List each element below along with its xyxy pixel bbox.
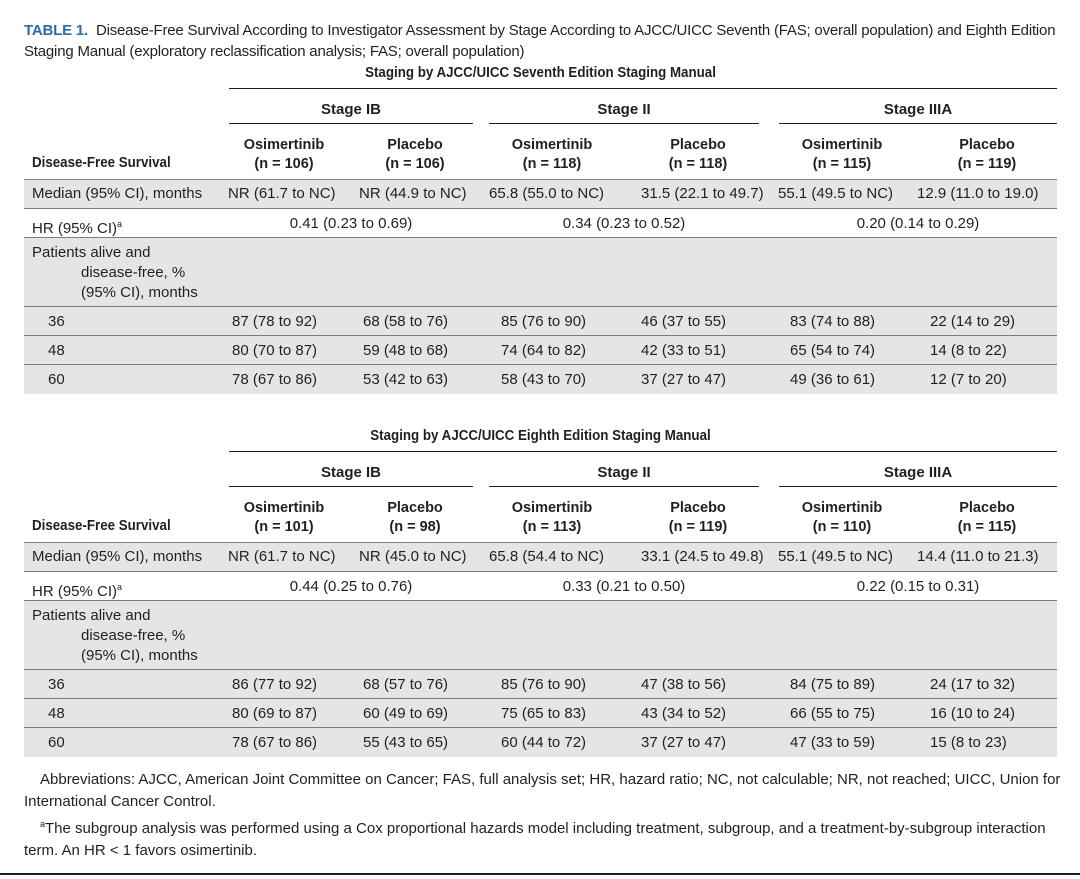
table-number: TABLE 1. xyxy=(24,22,88,39)
hr-value: 0.44 (0.25 to 0.76) xyxy=(289,578,413,595)
table-cell: 59 (48 to 68) xyxy=(363,342,449,359)
table-cell: 66 (55 to 75) xyxy=(790,705,876,722)
hr-value: 0.41 (0.23 to 0.69) xyxy=(289,215,413,232)
dfs-row-header: Disease-Free Survival xyxy=(32,155,171,171)
table-cell: 84 (75 to 89) xyxy=(790,676,876,693)
table-cell: 37 (27 to 47) xyxy=(641,371,727,388)
arm-header: Placebo (n = 106) xyxy=(385,137,445,172)
stage-iiia-header: Stage IIIA xyxy=(883,101,953,118)
stage-rule xyxy=(229,123,473,124)
stage-ii-header: Stage II xyxy=(597,101,651,118)
row-label: Patients alive and xyxy=(32,607,151,624)
table-cell: 86 (77 to 92) xyxy=(232,676,318,693)
median-value: 65.8 (55.0 to NC) xyxy=(489,185,605,202)
median-value: NR (44.9 to NC) xyxy=(359,185,467,202)
row-label: (95% CI), months xyxy=(81,647,198,664)
table-cell: 55 (43 to 65) xyxy=(363,734,449,751)
alive-label-row xyxy=(24,600,1057,670)
table-footnotes xyxy=(24,769,1064,862)
median-row xyxy=(24,542,1057,572)
timepoint-label: 36 xyxy=(48,676,65,693)
table-cell: 85 (76 to 90) xyxy=(501,313,587,330)
table-cell: 78 (67 to 86) xyxy=(232,371,318,388)
hr-row xyxy=(24,571,1057,601)
edition-rule xyxy=(229,88,1057,89)
table-cell: 37 (27 to 47) xyxy=(641,734,727,751)
edition-rule xyxy=(229,451,1057,452)
stage-ib-header: Stage IB xyxy=(320,464,381,481)
median-value: 33.1 (24.5 to 49.8) xyxy=(641,548,764,565)
median-value: 14.4 (11.0 to 21.3) xyxy=(917,548,1039,565)
arm-header: Placebo (n = 115) xyxy=(957,500,1017,535)
table-cell: 47 (38 to 56) xyxy=(641,676,727,693)
timepoint-label: 48 xyxy=(48,342,65,359)
timepoint-label: 60 xyxy=(48,734,65,751)
arm-header: Placebo (n = 98) xyxy=(387,500,443,535)
row-label: HR (95% CI)$^a$ xyxy=(32,219,123,237)
arm-header: Placebo (n = 119) xyxy=(668,500,728,535)
table-cell: 49 (36 to 61) xyxy=(790,371,876,388)
table-cell: 42 (33 to 51) xyxy=(641,342,727,359)
timepoint-row xyxy=(24,698,1057,728)
table-cell: 60 (44 to 72) xyxy=(501,734,587,751)
table-cell: 75 (65 to 83) xyxy=(501,705,587,722)
arm-header: Osimertinib (n = 118) xyxy=(511,137,593,172)
table-cell: 68 (57 to 76) xyxy=(363,676,449,693)
median-row xyxy=(24,179,1057,209)
arm-header: Osimertinib (n = 115) xyxy=(801,137,883,172)
timepoint-label: 36 xyxy=(48,313,65,330)
table-cell: 47 (33 to 59) xyxy=(790,734,876,751)
edition-header: Staging by AJCC/UICC Eighth Edition Staging Manual xyxy=(370,428,711,444)
table-cell: 15 (8 to 23) xyxy=(930,734,1007,751)
stage-rule xyxy=(779,123,1057,124)
table-cell: 65 (54 to 74) xyxy=(790,342,876,359)
median-value: NR (61.7 to NC) xyxy=(228,185,336,202)
row-label: Median (95% CI), months xyxy=(32,185,203,202)
table-cell: 53 (42 to 63) xyxy=(363,371,449,388)
timepoint-row xyxy=(24,335,1057,365)
arm-header: Osimertinib (n = 101) xyxy=(243,500,325,535)
arm-header: Placebo (n = 119) xyxy=(957,137,1017,172)
row-label: Patients alive and xyxy=(32,244,151,261)
dfs-row-header: Disease-Free Survival xyxy=(32,518,171,534)
median-value: 31.5 (22.1 to 49.7) xyxy=(641,185,764,202)
arm-header: Placebo (n = 118) xyxy=(668,137,728,172)
table-cell: 58 (43 to 70) xyxy=(501,371,587,388)
hr-value: 0.22 (0.15 to 0.31) xyxy=(856,578,980,595)
table-cell: 68 (58 to 76) xyxy=(363,313,449,330)
row-label: disease-free, % xyxy=(81,627,186,644)
row-label: (95% CI), months xyxy=(81,284,198,301)
row-label: HR (95% CI)$^a$ xyxy=(32,582,123,600)
stage-ii-header: Stage II xyxy=(597,464,651,481)
arm-header: Osimertinib (n = 113) xyxy=(511,500,593,535)
table-cell: 24 (17 to 32) xyxy=(930,676,1016,693)
timepoint-label: 48 xyxy=(48,705,65,722)
timepoint-label: 60 xyxy=(48,371,65,388)
stage-iiia-header: Stage IIIA xyxy=(883,464,953,481)
table-cell: 16 (10 to 24) xyxy=(930,705,1016,722)
median-value: NR (45.0 to NC) xyxy=(359,548,467,565)
table-cell: 43 (34 to 52) xyxy=(641,705,727,722)
median-value: 55.1 (49.5 to NC) xyxy=(778,185,894,202)
hr-value: 0.33 (0.21 to 0.50) xyxy=(562,578,686,595)
table-cell: 14 (8 to 22) xyxy=(930,342,1007,359)
footnote-a: $^a$The subgroup analysis was performed using a Cox proportional hazards model including treatment, subgroup, and a treatment-by-subgroup interaction term. An HR < 1 favors osimertinib. xyxy=(24,819,1046,859)
table-caption xyxy=(24,20,1064,62)
timepoint-row xyxy=(24,727,1057,757)
stage-rule xyxy=(489,123,759,124)
median-value: 12.9 (11.0 to 19.0) xyxy=(917,185,1039,202)
table-cell: 80 (69 to 87) xyxy=(232,705,318,722)
table-cell: 46 (37 to 55) xyxy=(641,313,727,330)
median-value: 65.8 (54.4 to NC) xyxy=(489,548,605,565)
arm-header: Osimertinib (n = 110) xyxy=(801,500,883,535)
table-cell: 83 (74 to 88) xyxy=(790,313,876,330)
table-cell: 22 (14 to 29) xyxy=(930,313,1016,330)
stage-rule xyxy=(779,486,1057,487)
table-cell: 60 (49 to 69) xyxy=(363,705,449,722)
table-cell: 87 (78 to 92) xyxy=(232,313,318,330)
stage-rule xyxy=(229,486,473,487)
table-cell: 12 (7 to 20) xyxy=(930,371,1007,388)
timepoint-row xyxy=(24,364,1057,394)
caption-text: Disease-Free Survival According to Investigator Assessment by Stage According to AJCC/UICC Seventh (FAS; overall population) and Eighth Edition Staging Manual (exploratory reclassification analysis; FAS; overall population) xyxy=(24,22,1056,60)
stage-ib-header: Stage IB xyxy=(320,101,381,118)
median-value: 55.1 (49.5 to NC) xyxy=(778,548,894,565)
stage-rule xyxy=(489,486,759,487)
hr-value: 0.20 (0.14 to 0.29) xyxy=(856,215,980,232)
edition-header: Staging by AJCC/UICC Seventh Edition Staging Manual xyxy=(365,65,716,81)
abbreviations-note: Abbreviations: AJCC, American Joint Committee on Cancer; FAS, full analysis set; HR, hazard ratio; NC, not calculable; NR, not reached; UICC, Union for International Cancer Control. xyxy=(24,771,1061,810)
hr-row xyxy=(24,208,1057,238)
page-bottom-rule xyxy=(0,873,1080,875)
median-value: NR (61.7 to NC) xyxy=(228,548,336,565)
table-cell: 80 (70 to 87) xyxy=(232,342,318,359)
row-label: disease-free, % xyxy=(81,264,186,281)
hr-value: 0.34 (0.23 to 0.52) xyxy=(562,215,686,232)
arm-header: Osimertinib (n = 106) xyxy=(243,137,325,172)
alive-label-row xyxy=(24,237,1057,307)
table-cell: 78 (67 to 86) xyxy=(232,734,318,751)
timepoint-row xyxy=(24,306,1057,336)
timepoint-row xyxy=(24,669,1057,699)
table-cell: 74 (64 to 82) xyxy=(501,342,587,359)
table-cell: 85 (76 to 90) xyxy=(501,676,587,693)
row-label: Median (95% CI), months xyxy=(32,548,203,565)
